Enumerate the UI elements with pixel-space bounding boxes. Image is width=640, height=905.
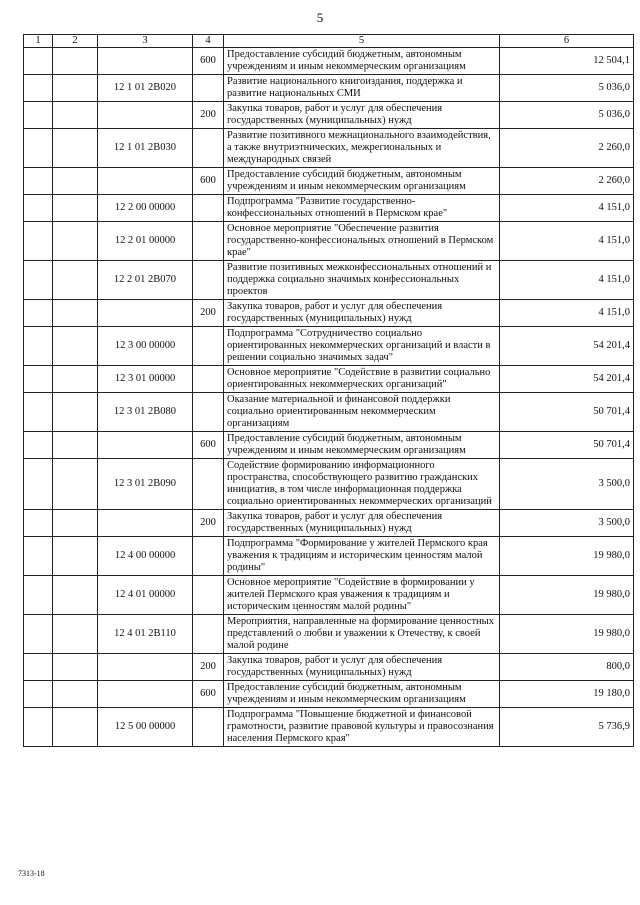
table-row [24,195,634,222]
description-cell: Развитие позитивных межконфессиональных отношений и поддержка социально значимых конфессиональных проектов [224,261,500,300]
description-cell: Закупка товаров, работ и услуг для обеспечения государственных (муниципальных) нужд [224,654,500,681]
expense-type-cell: 200 [193,654,224,681]
subsection-cell [53,576,98,615]
expense-type-cell [193,459,224,510]
subsection-cell [53,168,98,195]
subsection-cell [53,459,98,510]
description-cell: Основное мероприятие "Обеспечение развития государственно-конфессиональных отношений в Пермском крае" [224,222,500,261]
target-article-cell [98,510,193,537]
table-row [24,75,634,102]
description-cell: Подпрограмма "Повышение бюджетной и финансовой грамотности, развитие правовой культуры и правосознания населения Пермского края" [224,708,500,747]
table-row [24,222,634,261]
expense-type-cell [193,222,224,261]
column-header: 3 [98,35,193,48]
section-cell [24,432,53,459]
description-cell: Основное мероприятие "Содействие в формировании у жителей Пермского края уважения к традициям и историческим ценностям малой родины" [224,576,500,615]
amount-cell: 2 260,0 [500,129,634,168]
section-cell [24,75,53,102]
table-row [24,261,634,300]
target-article-cell: 12 2 00 00000 [98,195,193,222]
table-row [24,366,634,393]
description-cell: Закупка товаров, работ и услуг для обеспечения государственных (муниципальных) нужд [224,510,500,537]
subsection-cell [53,300,98,327]
expense-type-cell [193,261,224,300]
subsection-cell [53,615,98,654]
expense-type-cell: 600 [193,432,224,459]
section-cell [24,366,53,393]
section-cell [24,537,53,576]
section-cell [24,708,53,747]
amount-cell: 4 151,0 [500,195,634,222]
description-cell: Основное мероприятие "Содействие в развитии социально ориентированных некоммерческих организаций" [224,366,500,393]
section-cell [24,615,53,654]
amount-cell: 19 980,0 [500,576,634,615]
description-cell: Предоставление субсидий бюджетным, автономным учреждениям и иным некоммерческим организациям [224,432,500,459]
target-article-cell: 12 3 01 2В090 [98,459,193,510]
description-cell: Оказание материальной и финансовой поддержки социально ориентированным некоммерческим организациям [224,393,500,432]
table-row [24,102,634,129]
expense-type-cell: 200 [193,300,224,327]
amount-cell: 5 036,0 [500,75,634,102]
description-cell: Закупка товаров, работ и услуг для обеспечения государственных (муниципальных) нужд [224,102,500,129]
amount-cell: 19 980,0 [500,615,634,654]
subsection-cell [53,261,98,300]
description-cell: Содействие формированию информационного пространства, способствующего развитию гражданских инициатив, в том числе информационная поддержка социально ориентированных некоммерческих организаций [224,459,500,510]
description-cell: Предоставление субсидий бюджетным, автономным учреждениям и иным некоммерческим организациям [224,681,500,708]
section-cell [24,168,53,195]
description-cell: Развитие национального книгоиздания, поддержка и развитие национальных СМИ [224,75,500,102]
section-cell [24,102,53,129]
table-row [24,327,634,366]
expense-type-cell [193,708,224,747]
expense-type-cell: 600 [193,681,224,708]
amount-cell: 50 701,4 [500,432,634,459]
expense-type-cell: 200 [193,102,224,129]
subsection-cell [53,129,98,168]
subsection-cell [53,510,98,537]
target-article-cell [98,48,193,75]
subsection-cell [53,222,98,261]
expense-type-cell: 600 [193,168,224,195]
description-cell: Закупка товаров, работ и услуг для обеспечения государственных (муниципальных) нужд [224,300,500,327]
target-article-cell: 12 5 00 00000 [98,708,193,747]
target-article-cell [98,432,193,459]
section-cell [24,261,53,300]
amount-cell: 4 151,0 [500,222,634,261]
expense-type-cell [193,366,224,393]
target-article-cell [98,168,193,195]
section-cell [24,327,53,366]
table-row [24,459,634,510]
expense-type-cell: 200 [193,510,224,537]
target-article-cell [98,300,193,327]
target-article-cell: 12 2 01 2В070 [98,261,193,300]
target-article-cell: 12 3 00 00000 [98,327,193,366]
table-row [24,510,634,537]
table-row [24,129,634,168]
budget-table [23,34,634,747]
subsection-cell [53,327,98,366]
subsection-cell [53,195,98,222]
target-article-cell: 12 4 01 2В110 [98,615,193,654]
target-article-cell: 12 2 01 00000 [98,222,193,261]
subsection-cell [53,708,98,747]
section-cell [24,222,53,261]
section-cell [24,129,53,168]
section-cell [24,654,53,681]
table-row [24,708,634,747]
section-cell [24,393,53,432]
amount-cell: 54 201,4 [500,366,634,393]
section-cell [24,300,53,327]
table-row [24,393,634,432]
amount-cell: 12 504,1 [500,48,634,75]
subsection-cell [53,75,98,102]
target-article-cell: 12 4 01 00000 [98,576,193,615]
amount-cell: 19 980,0 [500,537,634,576]
target-article-cell [98,681,193,708]
target-article-cell: 12 3 01 00000 [98,366,193,393]
description-cell: Предоставление субсидий бюджетным, автономным учреждениям и иным некоммерческим организациям [224,48,500,75]
section-cell [24,510,53,537]
description-cell: Мероприятия, направленные на формирование ценностных представлений о любви и уважении к Отечеству, к своей малой родине [224,615,500,654]
column-header: 1 [24,35,53,48]
target-article-cell: 12 1 01 2В020 [98,75,193,102]
column-header: 4 [193,35,224,48]
page-number: 5 [316,10,324,25]
table-row [24,654,634,681]
expense-type-cell [193,195,224,222]
target-article-cell: 12 4 00 00000 [98,537,193,576]
expense-type-cell [193,537,224,576]
amount-cell: 50 701,4 [500,393,634,432]
description-cell: Предоставление субсидий бюджетным, автономным учреждениям и иным некоммерческим организациям [224,168,500,195]
section-cell [24,681,53,708]
description-cell: Подпрограмма "Сотрудничество социально ориентированных некоммерческих организаций и власти в решении социально значимых задач" [224,327,500,366]
section-cell [24,576,53,615]
document-code: 7313-18 [18,869,45,878]
subsection-cell [53,366,98,393]
amount-cell: 800,0 [500,654,634,681]
amount-cell: 4 151,0 [500,261,634,300]
section-cell [24,48,53,75]
expense-type-cell [193,327,224,366]
description-cell: Подпрограмма "Развитие государственно-конфессиональных отношений в Пермском крае" [224,195,500,222]
amount-cell: 4 151,0 [500,300,634,327]
section-cell [24,195,53,222]
amount-cell: 5 736,9 [500,708,634,747]
target-article-cell: 12 1 01 2В030 [98,129,193,168]
expense-type-cell [193,615,224,654]
amount-cell: 3 500,0 [500,459,634,510]
subsection-cell [53,432,98,459]
table-row [24,576,634,615]
target-article-cell [98,102,193,129]
table-header-row [24,35,634,48]
subsection-cell [53,681,98,708]
table-row [24,432,634,459]
subsection-cell [53,102,98,129]
column-header: 5 [224,35,500,48]
table-row [24,48,634,75]
column-header: 6 [500,35,634,48]
subsection-cell [53,537,98,576]
table-row [24,168,634,195]
amount-cell: 54 201,4 [500,327,634,366]
table-row [24,681,634,708]
amount-cell: 5 036,0 [500,102,634,129]
subsection-cell [53,654,98,681]
description-cell: Развитие позитивного межнационального взаимодействия, а также внутриэтнических, межрегиональных и международных связей [224,129,500,168]
expense-type-cell [193,576,224,615]
target-article-cell [98,654,193,681]
column-header: 2 [53,35,98,48]
subsection-cell [53,48,98,75]
expense-type-cell: 600 [193,48,224,75]
table-row [24,537,634,576]
table-body [24,48,634,747]
subsection-cell [53,393,98,432]
expense-type-cell [193,129,224,168]
expense-type-cell [193,75,224,102]
table-row [24,300,634,327]
table-row [24,615,634,654]
amount-cell: 2 260,0 [500,168,634,195]
amount-cell: 3 500,0 [500,510,634,537]
expense-type-cell [193,393,224,432]
target-article-cell: 12 3 01 2В080 [98,393,193,432]
amount-cell: 19 180,0 [500,681,634,708]
section-cell [24,459,53,510]
description-cell: Подпрограмма "Формирование у жителей Пермского края уважения к традициям и историческим ценностям малой родины" [224,537,500,576]
